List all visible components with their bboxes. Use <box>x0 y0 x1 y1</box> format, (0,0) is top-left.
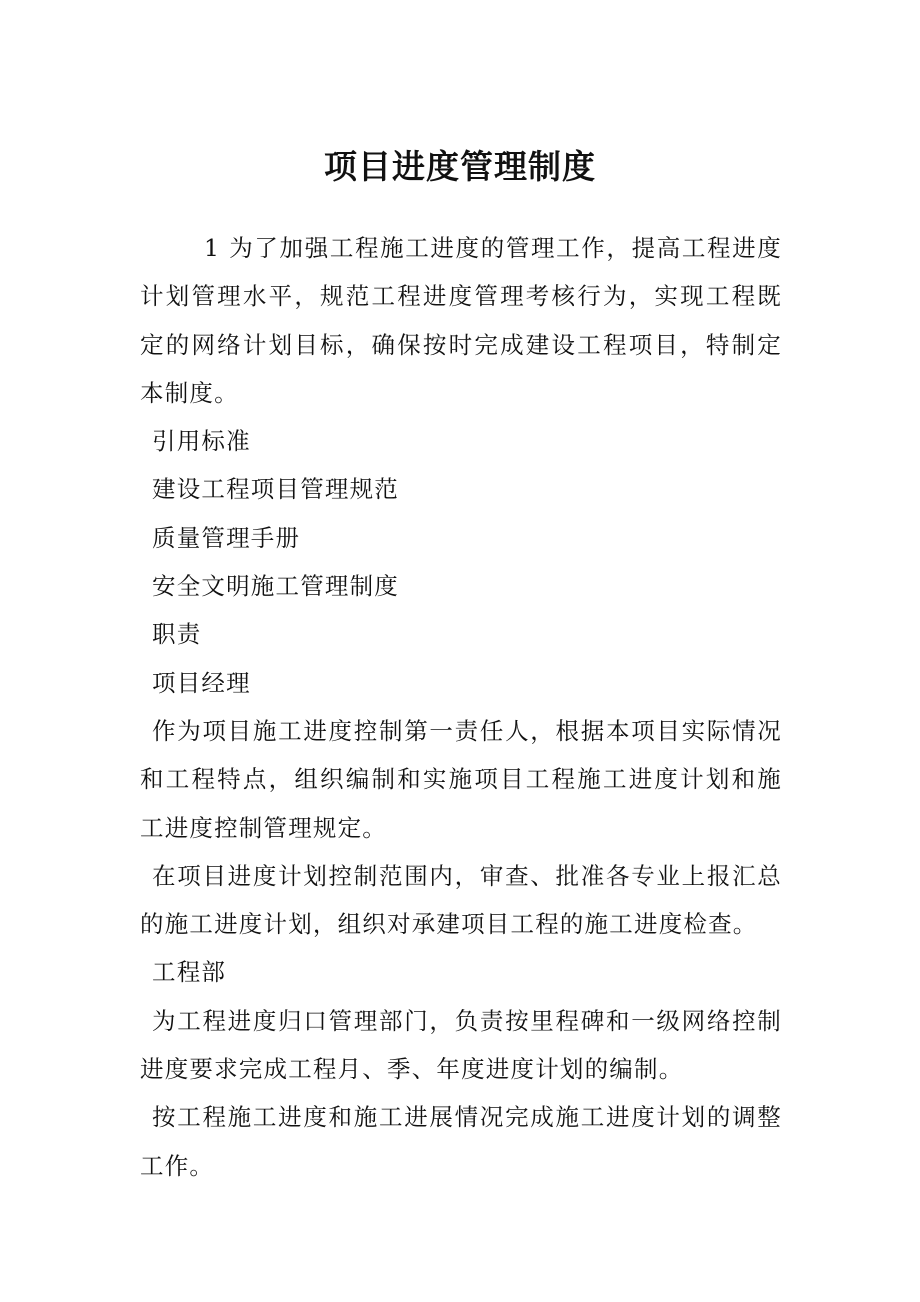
standard-item: 质量管理手册 <box>152 523 301 552</box>
paragraph-pm-duty-2: 在项目进度计划控制范围内，审查、批准各专业上报汇总的施工进度计划，组织对承建项目工程的施工进度检查。 <box>140 861 782 939</box>
paragraph-eng-duty-1: 为工程进度归口管理部门，负责按里程碑和一级网络控制进度要求完成工程月、季、年度进度计划的编制。 <box>140 1006 782 1084</box>
standard-item: 安全文明施工管理制度 <box>152 572 399 601</box>
paragraph-purpose: 1 为了加强工程施工进度的管理工作，提高工程进度计划管理水平，规范工程进度管理考核行为，实现工程既定的网络计划目标，确保按时完成建设工程项目，特制定本制度。 <box>140 234 782 407</box>
standard-item: 建设工程项目管理规范 <box>152 475 399 504</box>
document-title: 项目进度管理制度 <box>324 147 596 186</box>
heading-engineering-department: 工程部 <box>152 958 227 987</box>
paragraph-pm-duty-1: 作为项目施工进度控制第一责任人，根据本项目实际情况和工程特点，组织编制和实施项目工程施工进度计划和施工进度控制管理规定。 <box>140 716 782 842</box>
heading-referenced-standards: 引用标准 <box>152 427 251 456</box>
heading-responsibilities: 职责 <box>152 620 202 649</box>
heading-project-manager: 项目经理 <box>152 668 251 697</box>
paragraph-eng-duty-2: 按工程施工进度和施工进展情况完成施工进度计划的调整工作。 <box>140 1103 782 1180</box>
document-body <box>140 224 782 1190</box>
